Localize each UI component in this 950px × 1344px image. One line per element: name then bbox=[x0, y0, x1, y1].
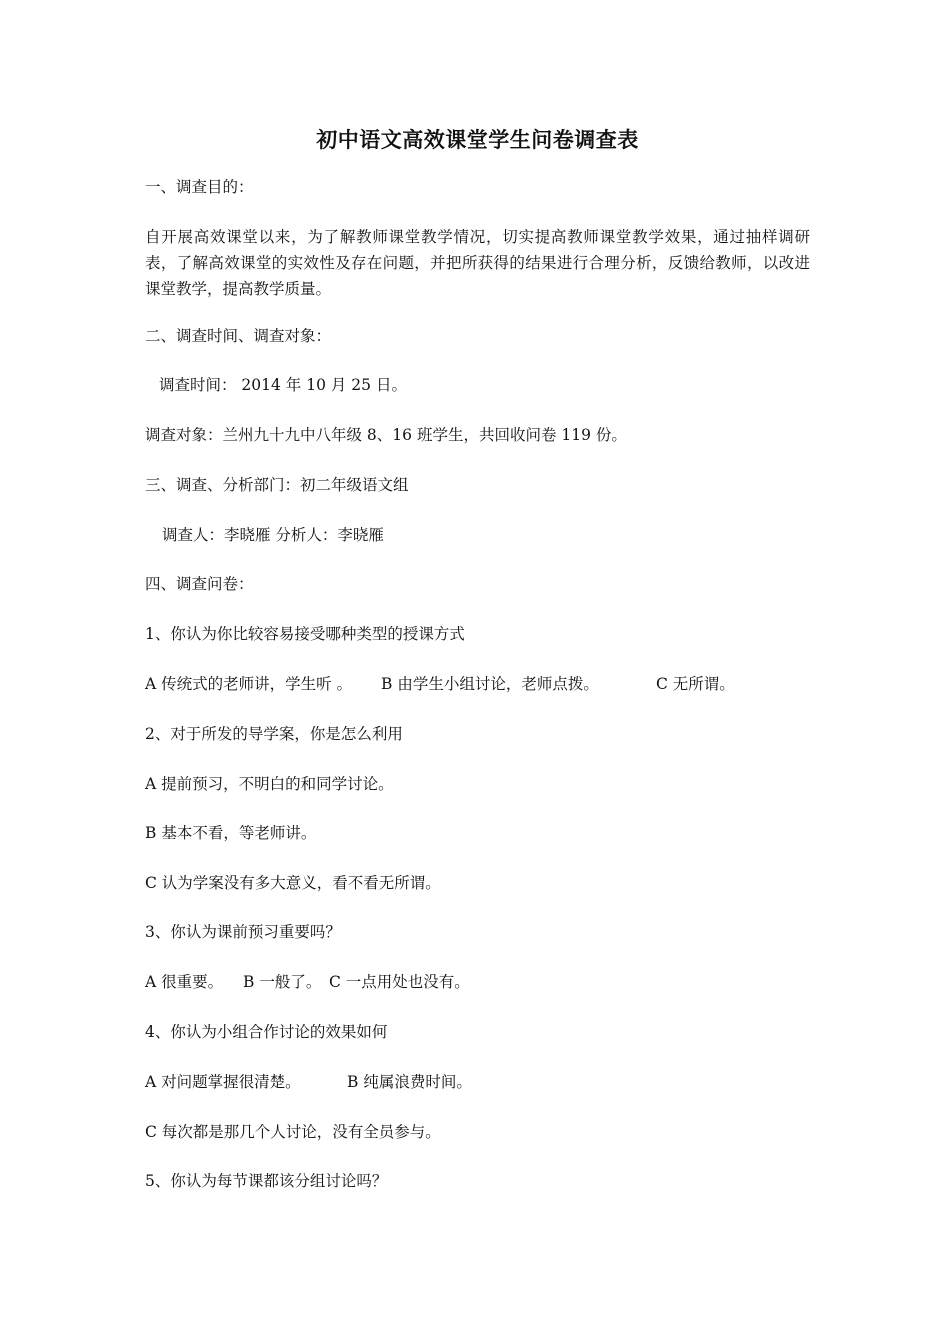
question-3-option-b: B 一般了。 bbox=[243, 973, 322, 991]
section1-text: 自开展高效课堂以来，为了解教师课堂教学情况，切实提高教师课堂教学效果，通过抽样调研表，了解高效课堂的实效性及存在问题，并把所获得的结果进行合理分析，反馈给教师，以改进课堂教学，提高教学质量。 bbox=[145, 228, 810, 298]
question-2-option-b: B 基本不看，等老师讲。 bbox=[145, 824, 317, 842]
question-2-option-c: C 认为学案没有多大意义，看不看无所谓。 bbox=[145, 874, 441, 892]
question-2-option-a: A 提前预习，不明白的和同学讨论。 bbox=[145, 775, 394, 793]
question-4-option-a: A 对问题掌握很清楚。 bbox=[145, 1073, 301, 1091]
question-2: 2、对于所发的导学案，你是怎么利用 bbox=[145, 725, 403, 743]
section4-heading: 四、调查问卷： bbox=[145, 575, 254, 593]
question-4-option-b: B 纯属浪费时间。 bbox=[347, 1073, 472, 1091]
document-title: 初中语文高效课堂学生问卷调查表 bbox=[316, 127, 639, 152]
question-3: 3、你认为课前预习重要吗？ bbox=[145, 923, 341, 941]
question-1-option-b: B 由学生小组讨论，老师点拨。 bbox=[381, 675, 599, 693]
question-1-option-a: A 传统式的老师讲，学生听 。 bbox=[145, 675, 353, 693]
question-4-option-c: C 每次都是那几个人讨论，没有全员参与。 bbox=[145, 1123, 441, 1141]
section3-heading: 三、调查、分析部门：初二年级语文组 bbox=[145, 476, 409, 494]
question-3-option-c: C 一点用处也没有。 bbox=[329, 973, 470, 991]
question-3-option-a: A 很重要。 bbox=[145, 973, 224, 991]
question-1: 1、你认为你比较容易接受哪种类型的授课方式 bbox=[145, 625, 465, 643]
question-5: 5、你认为每节课都该分组讨论吗？ bbox=[145, 1172, 388, 1190]
survey-people: 调查人：李晓雁 分析人：李晓雁 bbox=[162, 526, 384, 544]
survey-time: 调查时间： 2014 年 10 月 25 日。 bbox=[159, 376, 407, 394]
section2-heading: 二、调查时间、调查对象： bbox=[145, 327, 332, 345]
question-4: 4、你认为小组合作讨论的效果如何 bbox=[145, 1023, 388, 1041]
question-1-option-c: C 无所谓。 bbox=[656, 675, 735, 693]
section1-heading: 一、调查目的： bbox=[145, 178, 254, 196]
survey-target: 调查对象：兰州九十九中八年级 8、16 班学生，共回收问卷 119 份。 bbox=[145, 426, 627, 444]
